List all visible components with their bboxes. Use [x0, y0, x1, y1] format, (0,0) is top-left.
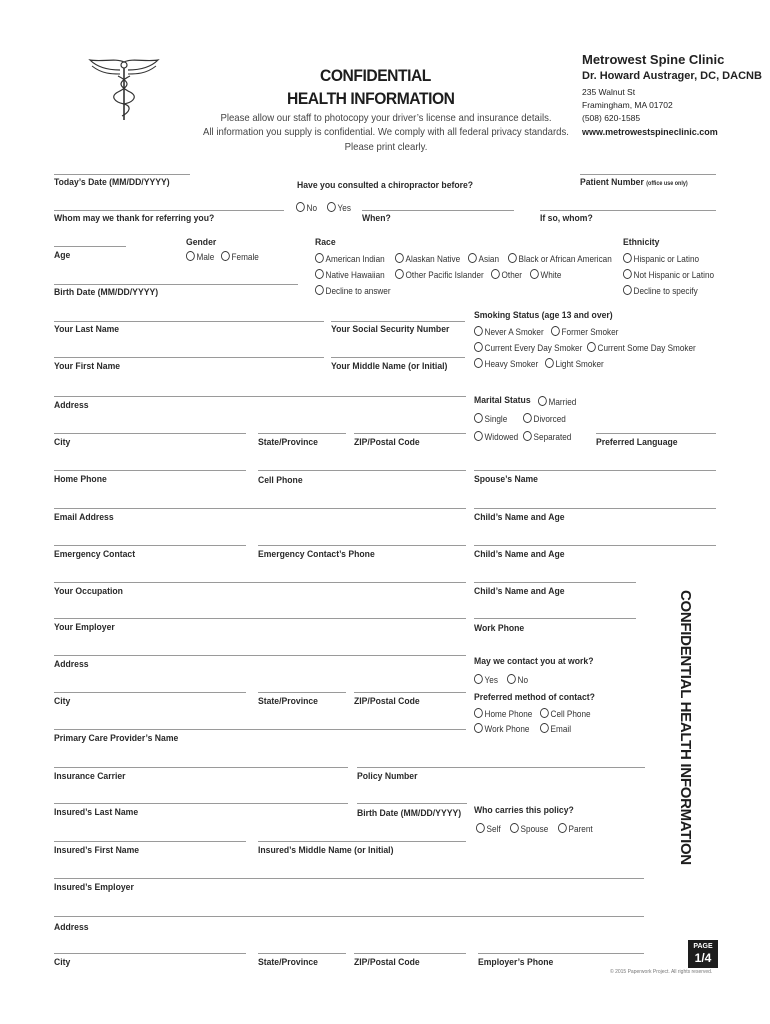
gender-label: Gender	[186, 237, 217, 248]
race-alaskan-native-radio[interactable]: Alaskan Native	[395, 253, 460, 264]
employer-state-label: State/Province	[258, 696, 318, 707]
ins-state-label: State/Province	[258, 957, 318, 968]
race-decline-radio[interactable]: Decline to answer	[315, 285, 391, 296]
radio-icon	[523, 413, 532, 423]
ethnicity-label: Ethnicity	[623, 237, 660, 248]
ins-last-line[interactable]	[54, 803, 348, 804]
home-phone-line[interactable]	[54, 470, 246, 471]
work-phone-label: Work Phone	[474, 623, 525, 634]
ins-carrier-line[interactable]	[54, 767, 348, 768]
race-pacific-islander-radio[interactable]: Other Pacific Islander	[395, 269, 484, 280]
ethnicity-hispanic-radio[interactable]: Hispanic or Latino	[623, 253, 699, 264]
spouse-line[interactable]	[474, 470, 716, 471]
ethnicity-not-hispanic-radio[interactable]: Not Hispanic or Latino	[623, 269, 714, 280]
copyright: © 2015 Paperwork Project. All rights reserved.	[610, 969, 713, 975]
ins-zip-label: ZIP/Postal Code	[354, 957, 420, 968]
child-2-line[interactable]	[474, 545, 716, 546]
todays-date-label: Today’s Date (MM/DD/YYYY)	[54, 177, 170, 188]
radio-icon	[476, 823, 485, 833]
ins-employer-label: Insured’s Employer	[54, 882, 134, 893]
email-label: Email Address	[54, 512, 114, 523]
radio-icon	[468, 253, 477, 263]
emergency-line[interactable]	[54, 545, 246, 546]
address-label: Address	[54, 400, 89, 411]
employer-state-line[interactable]	[258, 692, 346, 693]
radio-icon	[508, 253, 517, 263]
ins-birth-line[interactable]	[357, 803, 467, 804]
referring-line[interactable]	[54, 210, 284, 211]
smoke-heavy-radio[interactable]: Heavy Smoker	[474, 358, 538, 369]
work-phone-line[interactable]	[474, 618, 636, 619]
home-phone-label: Home Phone	[54, 474, 107, 485]
child-1-label: Child’s Name and Age	[474, 512, 565, 523]
radio-icon	[474, 723, 483, 733]
last-name-line[interactable]	[54, 321, 324, 322]
last-name-label: Your Last Name	[54, 324, 120, 335]
email-line[interactable]	[54, 508, 466, 509]
contact-email-radio[interactable]: Email	[540, 723, 571, 734]
employer-address-line[interactable]	[54, 655, 466, 656]
child-2-label: Child’s Name and Age	[474, 549, 565, 560]
birth-date-line[interactable]	[54, 284, 298, 285]
carrier-spouse-radio[interactable]: Spouse	[510, 823, 548, 834]
first-name-line[interactable]	[54, 357, 324, 358]
contact-no-radio[interactable]: No	[507, 674, 528, 685]
smoke-never-radio[interactable]: Never A Smoker	[474, 326, 544, 337]
city-label: City	[54, 437, 71, 448]
ins-middle-label: Insured’s Middle Name (or Initial)	[258, 845, 394, 856]
caduceus-logo	[86, 56, 162, 122]
ins-employer-line[interactable]	[54, 878, 644, 879]
ins-first-line[interactable]	[54, 841, 246, 842]
emergency-label: Emergency Contact	[54, 549, 136, 560]
ins-middle-line[interactable]	[258, 841, 466, 842]
radio-icon	[315, 269, 324, 279]
page-subtitle: HEALTH INFORMATION	[287, 89, 455, 108]
radio-icon	[474, 431, 483, 441]
radio-icon	[551, 326, 560, 336]
age-line[interactable]	[54, 246, 126, 247]
policy-line[interactable]	[357, 767, 645, 768]
radio-icon	[221, 251, 230, 261]
radio-icon	[474, 708, 483, 718]
child-3-label: Child’s Name and Age	[474, 586, 565, 597]
contact-cell-phone-radio[interactable]: Cell Phone	[540, 708, 591, 719]
first-name-label: Your First Name	[54, 361, 121, 372]
radio-icon	[507, 674, 516, 684]
employer-city-label: City	[54, 696, 71, 707]
ins-carrier-label: Insurance Carrier	[54, 771, 126, 782]
page-label: PAGE	[693, 943, 713, 950]
if-so-whom-label: If so, whom?	[540, 213, 593, 224]
employer-city-line[interactable]	[54, 692, 246, 693]
race-other-radio[interactable]: Other	[491, 269, 522, 280]
gender-male-radio[interactable]: Male	[186, 251, 214, 262]
ssn-label: Your Social Security Number	[331, 324, 450, 335]
carrier-parent-radio[interactable]: Parent	[558, 823, 593, 834]
ins-city-line[interactable]	[54, 953, 246, 954]
smoke-light-radio[interactable]: Light Smoker	[545, 358, 604, 369]
radio-icon	[491, 269, 500, 279]
race-american-indian-radio[interactable]: American Indian	[315, 253, 385, 264]
marital-married-radio[interactable]: Married	[538, 396, 576, 407]
marital-separated-radio[interactable]: Separated	[523, 431, 571, 442]
employer-zip-line[interactable]	[354, 692, 466, 693]
clinic-phone: (508) 620-1585	[582, 113, 641, 123]
radio-icon	[186, 251, 195, 261]
radio-icon	[523, 431, 532, 441]
marital-divorced-radio[interactable]: Divorced	[523, 413, 566, 424]
occupation-line[interactable]	[54, 582, 466, 583]
todays-date-line[interactable]	[54, 174, 190, 175]
contact-home-phone-radio[interactable]: Home Phone	[474, 708, 532, 719]
radio-icon	[623, 253, 632, 263]
contact-yes-radio[interactable]: Yes	[474, 674, 498, 685]
smoking-label: Smoking Status (age 13 and over)	[474, 310, 613, 321]
radio-icon	[296, 202, 305, 212]
radio-icon	[327, 202, 336, 212]
occupation-label: Your Occupation	[54, 586, 123, 597]
consulted-no-radio[interactable]: No	[296, 202, 317, 213]
when-line[interactable]	[362, 210, 514, 211]
emergency-phone-line[interactable]	[258, 545, 466, 546]
radio-icon	[395, 269, 404, 279]
radio-icon	[623, 269, 632, 279]
state-label: State/Province	[258, 437, 318, 448]
marital-single-radio[interactable]: Single	[474, 413, 507, 424]
address-line[interactable]	[54, 396, 466, 397]
ins-address-label: Address	[54, 922, 89, 933]
clinic-website[interactable]: www.metrowestspineclinic.com	[582, 127, 718, 137]
radio-icon	[315, 285, 324, 295]
clinic-name: Metrowest Spine Clinic	[582, 52, 725, 67]
radio-icon	[474, 674, 483, 684]
clinic-street: 235 Walnut St	[582, 87, 636, 97]
employer-label: Your Employer	[54, 622, 115, 633]
emergency-phone-label: Emergency Contact’s Phone	[258, 549, 375, 560]
referring-label: Whom may we thank for referring you?	[54, 213, 215, 224]
radio-icon	[545, 358, 554, 368]
city-line[interactable]	[54, 433, 246, 434]
side-title-text: CONFIDENTIAL HEALTH INFORMATION	[677, 590, 694, 865]
child-3-line[interactable]	[474, 582, 636, 583]
if-so-whom-line[interactable]	[540, 210, 716, 211]
radio-icon	[510, 823, 519, 833]
pref-contact-label: Preferred method of contact?	[474, 692, 595, 703]
radio-icon	[587, 342, 596, 352]
spouse-label: Spouse’s Name	[474, 474, 538, 485]
policy-label: Policy Number	[357, 771, 418, 782]
radio-icon	[395, 253, 404, 263]
ins-zip-line[interactable]	[354, 953, 466, 954]
pcp-label: Primary Care Provider’s Name	[54, 733, 179, 744]
marital-widowed-radio[interactable]: Widowed	[474, 431, 518, 442]
cell-phone-label: Cell Phone	[258, 475, 303, 486]
may-contact-label: May we contact you at work?	[474, 656, 594, 667]
when-label: When?	[362, 213, 391, 224]
middle-name-line[interactable]	[331, 357, 465, 358]
ins-first-label: Insured’s First Name	[54, 845, 140, 856]
radio-icon	[540, 708, 549, 718]
smoke-current-some-radio[interactable]: Current Some Day Smoker	[587, 342, 696, 353]
radio-icon	[474, 342, 483, 352]
race-native-hawaiian-radio[interactable]: Native Hawaiian	[315, 269, 385, 280]
ethnicity-decline-radio[interactable]: Decline to specify	[623, 285, 698, 296]
consulted-label: Have you consulted a chiropractor before?	[297, 180, 474, 191]
ssn-line[interactable]	[331, 321, 465, 322]
race-asian-radio[interactable]: Asian	[468, 253, 499, 264]
clinic-city: Framingham, MA 01702	[582, 100, 673, 110]
birth-date-label: Birth Date (MM/DD/YYYY)	[54, 287, 159, 298]
contact-work-phone-radio[interactable]: Work Phone	[474, 723, 529, 734]
age-label: Age	[54, 250, 71, 261]
radio-icon	[623, 285, 632, 295]
race-black-radio[interactable]: Black or African American	[508, 253, 612, 264]
ins-last-label: Insured’s Last Name	[54, 807, 139, 818]
gender-female-radio[interactable]: Female	[221, 251, 259, 262]
state-line[interactable]	[258, 433, 346, 434]
race-label: Race	[315, 237, 336, 248]
carrier-self-radio[interactable]: Self	[476, 823, 501, 834]
ins-city-label: City	[54, 957, 71, 968]
race-white-radio[interactable]: White	[530, 269, 561, 280]
intro-line-2: All information you supply is confidential. We comply with all federal privacy standards.	[203, 127, 569, 138]
employer-phone-label: Employer’s Phone	[478, 957, 554, 968]
radio-icon	[538, 396, 547, 406]
radio-icon	[474, 326, 483, 336]
patient-number-label: Patient Number (office use only)	[580, 177, 688, 188]
page-number: 1/4	[694, 951, 712, 965]
consulted-yes-radio[interactable]: Yes	[327, 202, 351, 213]
intro-line-1: Please allow our staff to photocopy your driver’s license and insurance details.	[220, 113, 552, 124]
ins-birth-label: Birth Date (MM/DD/YYYY)	[357, 808, 462, 819]
page-indicator	[688, 940, 718, 968]
radio-icon	[530, 269, 539, 279]
marital-label: Marital Status	[474, 395, 531, 406]
preferred-language-label: Preferred Language	[596, 437, 678, 448]
zip-line[interactable]	[354, 433, 466, 434]
smoke-current-every-radio[interactable]: Current Every Day Smoker	[474, 342, 582, 353]
employer-address-label: Address	[54, 659, 89, 670]
clinic-doctor: Dr. Howard Austrager, DC, DACNB	[582, 70, 762, 82]
radio-icon	[474, 358, 483, 368]
radio-icon	[474, 413, 483, 423]
patient-number-line[interactable]	[580, 174, 716, 175]
employer-phone-line[interactable]	[478, 953, 644, 954]
zip-label: ZIP/Postal Code	[354, 437, 420, 448]
cell-phone-line[interactable]	[258, 470, 466, 471]
child-1-line[interactable]	[474, 508, 716, 509]
employer-zip-label: ZIP/Postal Code	[354, 696, 420, 707]
middle-name-label: Your Middle Name (or Initial)	[331, 361, 448, 372]
smoke-former-radio[interactable]: Former Smoker	[551, 326, 618, 337]
radio-icon	[315, 253, 324, 263]
radio-icon	[540, 723, 549, 733]
page-title: CONFIDENTIAL	[320, 66, 431, 85]
preferred-language-line[interactable]	[596, 433, 716, 434]
ins-address-line[interactable]	[54, 916, 644, 917]
who-carries-label: Who carries this policy?	[474, 805, 574, 816]
radio-icon	[558, 823, 567, 833]
intro-line-3: Please print clearly.	[344, 142, 428, 153]
employer-line[interactable]	[54, 618, 466, 619]
pcp-line[interactable]	[54, 729, 466, 730]
ins-state-line[interactable]	[258, 953, 346, 954]
